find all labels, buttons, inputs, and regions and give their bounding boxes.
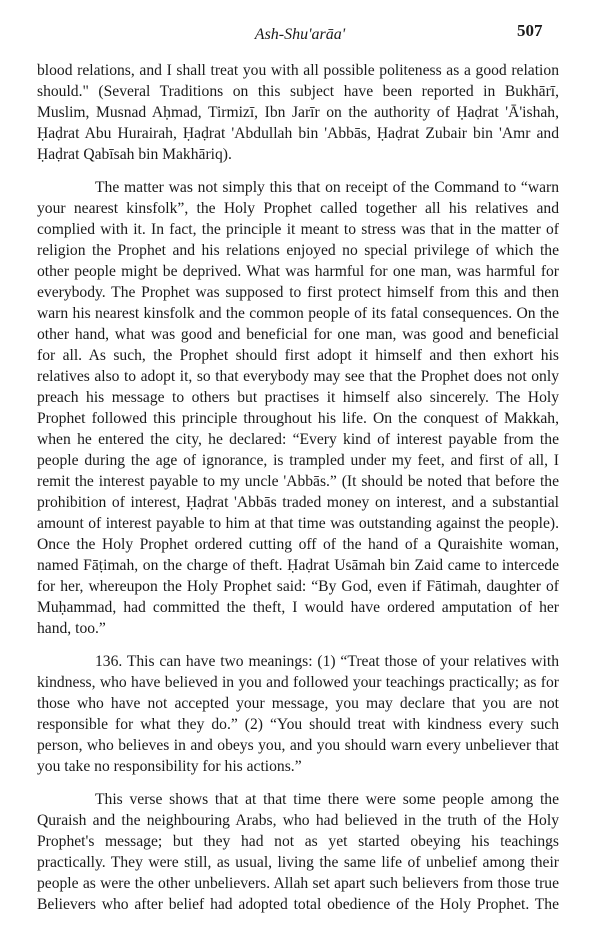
text-line: should." (Several Traditions on this subject have been reported in Bukhārī,: [37, 83, 559, 100]
text-line: Prophet followed this principle throughout his life. On the conquest of Makkah,: [37, 410, 559, 427]
text-line: hand, too.”: [37, 620, 106, 637]
text-line: Prophet's message; but they had not as yet started obeying his teachings: [37, 833, 559, 850]
text-line: everybody. The Prophet was supposed to first protect himself from this and then: [37, 284, 559, 301]
text-line: preach his message to others but practises it himself also sincerely. The Holy: [37, 389, 559, 406]
text-line: responsible for what they do.” (2) “You should treat with kindness every such: [37, 716, 559, 733]
text-line: Once the Holy Prophet ordered cutting off of the hand of a Quraishite woman,: [37, 536, 559, 553]
text-line: Believers who after belief had adopted total obedience of the Holy Prophet. The: [37, 896, 559, 913]
text-line: you take no responsibility for his actions.”: [37, 758, 302, 775]
text-line: The matter was not simply this that on receipt of the Command to “warn: [95, 179, 559, 196]
paragraph: [37, 60, 559, 165]
paragraph: [37, 789, 559, 915]
text-line: Ḥaḍrat Qabīsah bin Makhāriq).: [37, 146, 232, 163]
text-line: people as were the other unbelievers. Allah set apart such believers from those true: [37, 875, 559, 892]
paragraph: [37, 177, 559, 639]
text-line: This verse shows that at that time there were some people among the: [95, 791, 559, 808]
text-line: relatives also to adopt it, so that everybody may see that the Prophet does not only: [37, 368, 559, 385]
text-line: kindness, who have believed in you and followed your teachings practically; as for: [37, 674, 559, 691]
text-line: named Fāṭimah, on the charge of theft. Ḥaḍrat Usāmah bin Zaid came to intercede: [37, 557, 559, 574]
text-line: remit the interest payable to my uncle 'Abbās.” (It should be noted that before the: [37, 473, 559, 490]
text-line: your nearest kinsfolk”, the Holy Prophet called together all his relatives and: [37, 200, 559, 217]
page-number: 507: [517, 21, 543, 40]
text-line: those who have not accepted your message, you may declare that you are not: [37, 695, 559, 712]
text-line: warn his nearest kinsfolk and the common people of its fatal consequences. On the: [37, 305, 559, 322]
text-line: people during the age of ignorance, is trampled under my feet, and first of all, I: [37, 452, 559, 469]
text-line: for all. As such, the Prophet should first adopt it himself and then exhort his: [37, 347, 559, 364]
body-text: [37, 60, 559, 927]
text-line: prohibition of interest, Ḥaḍrat 'Abbās traded money on interest, and a substantial: [37, 494, 559, 511]
text-line: other hand, what was good and beneficial for one man, was good and beneficial: [37, 326, 559, 343]
text-line: Muḥammad, had committed the theft, I would have ordered amputation of her: [37, 599, 559, 616]
running-header-title: Ash-Shu'arāa': [254, 26, 346, 43]
text-line: complied with it. In fact, the principle it meant to stress was that in the matter of: [37, 221, 559, 238]
text-line: when he entered the city, he declared: “Every kind of interest payable from the: [37, 431, 559, 448]
text-line: Quraish and the neighbouring Arabs, who had believed in the truth of the Holy: [37, 812, 559, 829]
paragraph: [37, 651, 559, 777]
text-line: other people might be deprived. What was harmful for one man, was harmful for: [37, 263, 559, 280]
text-line: person, who believes in and obeys you, and you should warn every unbeliever that: [37, 737, 559, 754]
text-line: amount of interest payable to him at that time was outstanding against the people).: [37, 515, 559, 532]
text-line: Ḥaḍrat Abu Hurairah, Ḥaḍrat 'Abdullah bin 'Abbās, Ḥaḍrat Zubair bin 'Amr and: [37, 125, 559, 142]
text-line: blood relations, and I shall treat you with all possible politeness as a good relation: [37, 62, 559, 79]
text-line: practically. They were still, as usual, living the same life of unbelief among their: [37, 854, 559, 871]
text-line: religion the Prophet and his relations enjoyed no special privilege of which the: [37, 242, 559, 259]
text-line: 136. This can have two meanings: (1) “Treat those of your relatives with: [95, 653, 559, 670]
text-line: for her, whereupon the Holy Prophet said: “By God, even if Fātimah, daughter of: [37, 578, 559, 595]
text-line: Muslim, Musnad Aḥmad, Tirmizī, Ibn Jarīr on the authority of Ḥaḍrat 'Ā'ishah,: [37, 104, 559, 121]
